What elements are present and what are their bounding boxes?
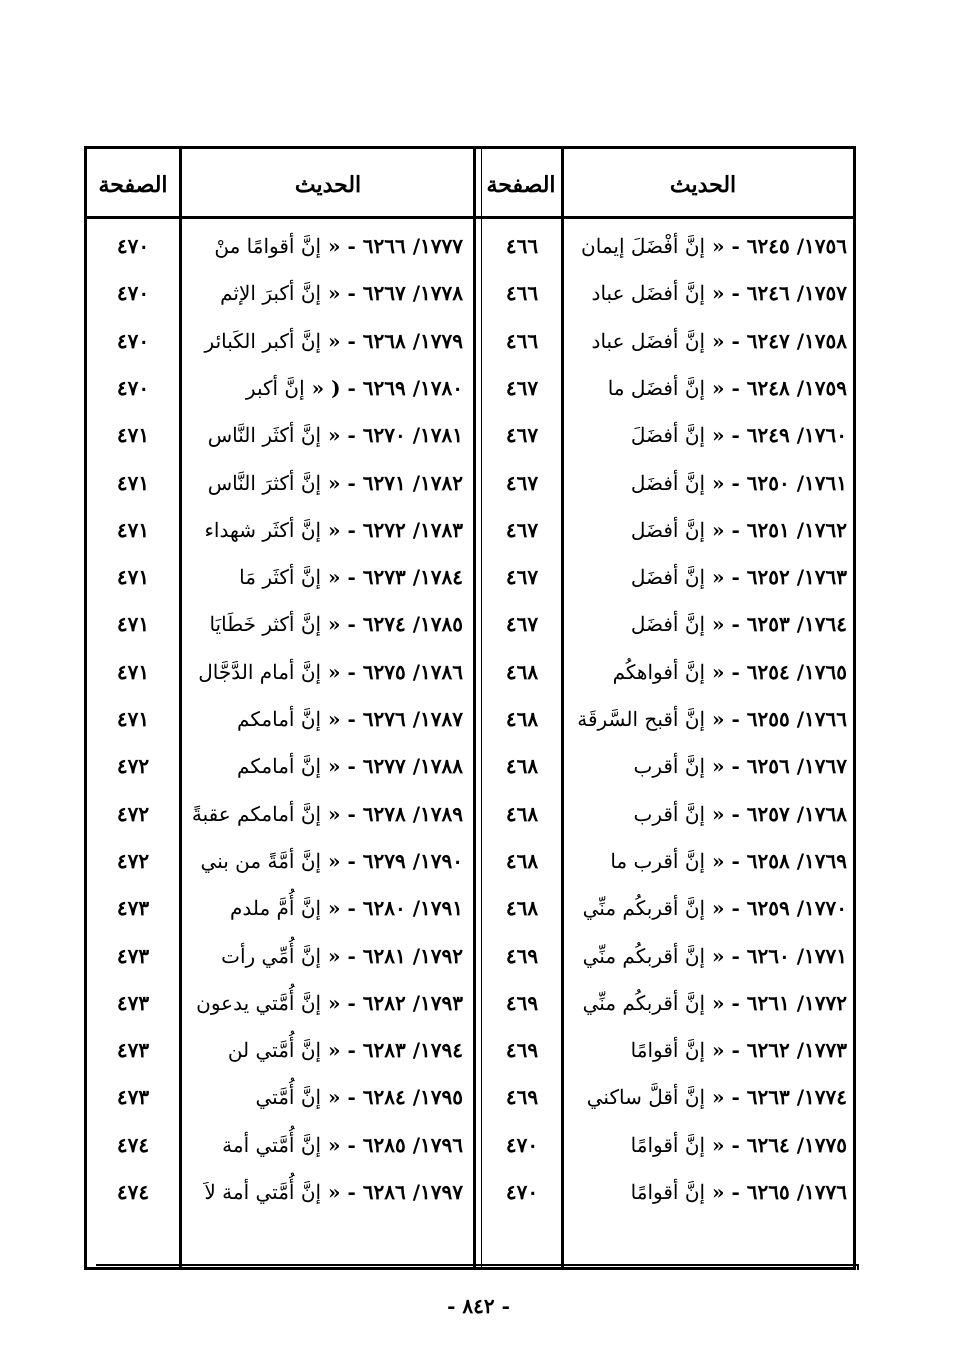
page-ref: ٤٦٨ [505,707,539,731]
hadith-reference: ١٧٧٦/ ٦٢٦٥ - « [705,1180,847,1204]
page-ref: ٤٦٦ [505,328,539,353]
hadith-incipit: إنَّ أكثَر مَا [239,565,322,590]
hadith-incipit: إنَّ أكثَر النَّاس [207,423,322,448]
page-ref: ٤٦٧ [505,517,539,542]
left-entry-row [87,365,853,411]
hadith-reference: ١٧٨٦/ ٦٢٧٥ - « [321,659,463,684]
hadith-entry [183,365,463,411]
hadith-incipit: إنَّ أفْضَلَ إيمان [581,234,706,258]
hadith-reference: ١٧٩٠/ ٦٢٧٩ - « [321,848,463,873]
hadith-reference: ١٧٦٧/ ٦٢٥٦ - « [705,754,847,779]
page-ref: ٤٧٠ [116,328,150,353]
page-ref: ٤٦٦ [505,281,539,306]
left-entry-row [87,601,853,647]
hadith-incipit: إنَّ أفضَل ما [607,375,706,400]
hadith-reference: ١٧٦٣/ ٦٢٥٢ - « [705,565,847,590]
hadith-reference: ١٧٦٥/ ٦٢٥٤ - « [705,659,847,684]
page-ref: ٤٧١ [116,612,150,637]
page-ref: ٤٧٠ [116,234,150,258]
hadith-incipit: إنَّ أُمِّي رأت [221,943,322,968]
hadith-incipit: إنَّ أكثَر شهداء [204,517,322,542]
hadith-incipit: إنَّ أكبر [245,375,305,400]
hadith-reference: ١٧٧٥/ ٦٢٦٤ - « [705,1132,847,1157]
hadith-reference: ١٧٧٧/ ٦٢٦٦ - « [321,234,463,258]
hadith-reference: ١٧٨٧/ ٦٢٧٦ - « [321,707,463,731]
page-number: - ٨٤٢ - [447,1294,510,1318]
hadith-incipit: إنَّ أكبرَ الإثم [220,281,322,306]
hadith-incipit: إنَّ أقوامًا [630,1038,706,1063]
hadith-entry [183,1122,463,1168]
left-entry-row [87,696,853,742]
left-entry-row [87,980,853,1026]
page-ref: ٤٦٧ [505,423,539,448]
left-entry-row [87,270,853,316]
hadith-incipit: إنَّ أمامكم عقبةً [191,801,322,826]
hadith-entry [183,223,463,269]
page-ref: ٤٦٨ [505,801,539,826]
left-entry-row [87,1027,853,1073]
hadith-reference: ١٧٨٩/ ٦٢٧٨ - « [321,801,463,826]
hadith-incipit: إنَّ أقربكُم منِّي [582,896,706,921]
page-ref: ٤٧٣ [116,1038,150,1063]
page-ref: ٤٧٣ [116,943,150,968]
hadith-incipit: إنَّ أمام الدَّجَّال [198,659,322,684]
hadith-entry [183,696,463,742]
left-entry-row [87,743,853,789]
hadith-reference: ١٧٥٧/ ٦٢٤٦ - « [705,281,847,306]
page-ref: ٤٦٧ [505,565,539,590]
hadith-incipit: إنَّ أفضَل [630,517,706,542]
header-right-hadith: الحديث [669,172,737,198]
hadith-reference: ١٧٦٤/ ٦٢٥٣ - « [705,612,847,637]
hadith-reference: ١٧٦٨/ ٦٢٥٧ - « [705,801,847,826]
hadith-incipit: إنَّ أُمَّتي أمة لاَ [204,1180,322,1204]
hadith-reference: ١٧٦٢/ ٦٢٥١ - « [705,517,847,542]
hadith-reference: ١٧٨٠/ ٦٢٦٩ - ( « [304,375,463,400]
left-entry-row [87,933,853,979]
hadith-entry [183,270,463,316]
page-ref: ٤٧١ [116,659,150,684]
hadith-reference: ١٧٩٢/ ٦٢٨١ - « [321,943,463,968]
page-ref: ٤٧١ [116,565,150,590]
hadith-incipit: إنَّ أقرب [633,754,706,779]
hadith-incipit: إنَّ أمامكم [237,754,322,779]
page-ref: ٤٧١ [116,517,150,542]
hadith-incipit: إنَّ أُمَّتي يدعون [196,990,322,1015]
page-ref: ٤٦٨ [505,754,539,779]
hadith-entry [183,1169,463,1215]
hadith-incipit: إنَّ أمامكم [237,707,322,731]
left-entry-row [87,412,853,458]
page-ref: ٤٧٠ [116,281,150,306]
hadith-entry [183,1027,463,1073]
hadith-reference: ١٧٩٥/ ٦٢٨٤ - « [321,1085,463,1110]
header-left-hadith: الحديث [294,172,362,198]
hadith-incipit: إنَّ أقربكُم منِّي [582,990,706,1015]
page-ref: ٤٧٠ [116,375,150,400]
page-ref: ٤٦٧ [505,470,539,495]
hadith-entry [183,601,463,647]
hadith-incipit: إنَّ أقوامًا [630,1132,706,1157]
hadith-entry [183,1074,463,1120]
page-ref: ٤٧٠ [505,1180,539,1204]
hadith-reference: ١٧٧٣/ ٦٢٦٢ - « [705,1038,847,1063]
hadith-reference: ١٧٦٦/ ٦٢٥٥ - « [705,707,847,731]
hadith-reference: ١٧٩١/ ٦٢٨٠ - « [321,896,463,921]
hadith-entry [183,791,463,837]
hadith-incipit: إنَّ أُمَّ ملدم [229,896,322,921]
page-ref: ٤٦٩ [505,990,539,1015]
hadith-reference: ١٧٥٩/ ٦٢٤٨ - « [705,375,847,400]
left-entry-row [87,791,853,837]
hadith-reference: ١٧٨٥/ ٦٢٧٤ - « [321,612,463,637]
hadith-reference: ١٧٨٨/ ٦٢٧٧ - « [321,754,463,779]
page-ref: ٤٧٣ [116,896,150,921]
hadith-entry [183,460,463,506]
left-entry-row [87,554,853,600]
hadith-reference: ١٧٩٧/ ٦٢٨٦ - « [321,1180,463,1204]
hadith-incipit: إنَّ أُمَّتي [255,1085,322,1110]
hadith-reference: ١٧٦٠/ ٦٢٤٩ - « [705,423,847,448]
left-entry-row [87,223,853,269]
page-ref: ٤٦٨ [505,659,539,684]
hadith-entry [183,933,463,979]
hadith-incipit: إنَّ أفضَل عباد [591,328,706,353]
hadith-incipit: إنَّ أفواهكُم [612,659,706,684]
hadith-reference: ١٧٧٨/ ٦٢٦٧ - « [321,281,463,306]
hadith-incipit: إنَّ أقبح السَّرقَة [577,707,706,731]
hadith-incipit: إنَّ أقوامًا [630,1180,706,1204]
left-entry-row [87,1169,853,1215]
hadith-incipit: إنَّ أُمَّتي لن [227,1038,322,1063]
page-ref: ٤٦٧ [505,612,539,637]
left-entry-row [87,649,853,695]
hadith-entry [183,649,463,695]
page-ref: ٤٧٢ [116,848,150,873]
hadith-entry [183,318,463,364]
hadith-reference: ١٧٧٠/ ٦٢٥٩ - « [705,896,847,921]
frame-shadow [96,1264,859,1270]
hadith-reference: ١٧٩٣/ ٦٢٨٢ - « [321,990,463,1015]
left-entry-row [87,838,853,884]
page-ref: ٤٦٨ [505,848,539,873]
page-ref: ٤٧١ [116,707,150,731]
hadith-incipit: إنَّ أقرب ما [610,848,706,873]
left-entry-row [87,1074,853,1120]
hadith-incipit: إنَّ أقوامًا منْ [214,234,322,258]
left-entry-row [87,507,853,553]
hadith-incipit: إنَّ أفضَل [630,470,706,495]
hadith-reference: ١٧٧٩/ ٦٢٦٨ - « [321,328,463,353]
page-ref: ٤٧٢ [116,801,150,826]
hadith-reference: ١٧٨٤/ ٦٢٧٣ - « [321,565,463,590]
hadith-incipit: إنَّ أفضَلَ [630,423,706,448]
hadith-entry [183,554,463,600]
hadith-incipit: إنَّ أُمَّتي أمة [222,1132,322,1157]
page-ref: ٤٦٧ [505,375,539,400]
page-ref: ٤٧٣ [116,990,150,1015]
left-entry-row [87,885,853,931]
page-ref: ٤٦٦ [505,234,539,258]
header-right-page: الصفحة [486,172,556,198]
page-ref: ٤٧١ [116,470,150,495]
hadith-reference: ١٧٦١/ ٦٢٥٠ - « [705,470,847,495]
hadith-reference: ١٧٧٢/ ٦٢٦١ - « [705,990,847,1015]
hadith-reference: ١٧٥٦/ ٦٢٤٥ - « [705,234,847,258]
page-ref: ٤٧٣ [116,1085,150,1110]
hadith-reference: ١٧٩٤/ ٦٢٨٣ - « [321,1038,463,1063]
page-ref: ٤٧٤ [116,1132,150,1157]
index-table [84,146,856,1270]
hadith-reference: ١٧٨١/ ٦٢٧٠ - « [321,423,463,448]
header-left-page: الصفحة [98,172,168,198]
hadith-reference: ١٧٥٨/ ٦٢٤٧ - « [705,328,847,353]
hadith-entry [183,412,463,458]
page-ref: ٤٧٤ [116,1180,150,1204]
page-ref: ٤٦٩ [505,943,539,968]
page-ref: ٤٧١ [116,423,150,448]
hadith-reference: ١٧٦٩/ ٦٢٥٨ - « [705,848,847,873]
hadith-incipit: إنَّ أكثر خَطَايَا [209,612,322,637]
page-ref: ٤٧٢ [116,754,150,779]
hadith-incipit: إنَّ أقلَّ ساكني [586,1085,706,1110]
left-entry-row [87,460,853,506]
hadith-incipit: إنَّ أقرب [633,801,706,826]
hadith-incipit: إنَّ أكبر الكَبائر [204,328,322,353]
hadith-entry [183,885,463,931]
hadith-reference: ١٧٨٢/ ٦٢٧١ - « [321,470,463,495]
hadith-reference: ١٧٨٣/ ٦٢٧٢ - « [321,517,463,542]
hadith-reference: ١٧٧١/ ٦٢٦٠ - « [705,943,847,968]
hadith-incipit: إنَّ أفضَل [630,565,706,590]
hadith-entry [183,743,463,789]
hadith-incipit: إنَّ أفضَل عباد [591,281,706,306]
page-ref: ٤٦٩ [505,1085,539,1110]
hadith-reference: ١٧٧٤/ ٦٢٦٣ - « [705,1085,847,1110]
left-entry-row [87,1122,853,1168]
page-ref: ٤٧٠ [505,1132,539,1157]
left-entry-row [87,318,853,364]
hadith-entry [183,507,463,553]
hadith-entry [183,838,463,884]
hadith-incipit: إنَّ أمَّةً من بني [200,848,322,873]
hadith-incipit: إنَّ أكثرَ النَّاس [207,470,322,495]
page-ref: ٤٦٩ [505,1038,539,1063]
hadith-reference: ١٧٩٦/ ٦٢٨٥ - « [321,1132,463,1157]
hadith-entry [183,980,463,1026]
hadith-incipit: إنَّ أفضَل [630,612,706,637]
page-ref: ٤٦٨ [505,896,539,921]
hadith-incipit: إنَّ أقربكُم منِّي [582,943,706,968]
